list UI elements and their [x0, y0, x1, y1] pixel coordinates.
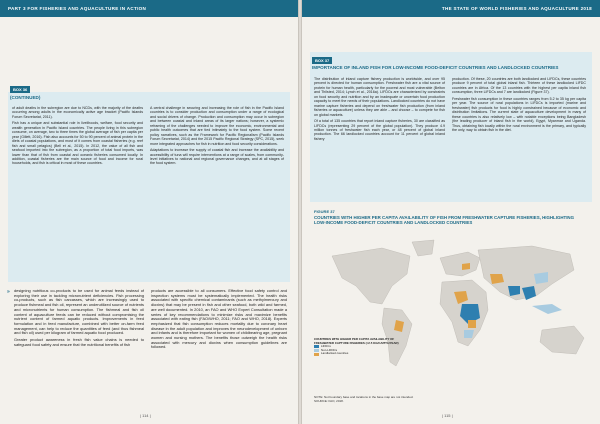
continuation-arrow-icon: » [7, 289, 10, 295]
box-37-title: IMPORTANCE OF INLAND FISH FOR LOW-INCOME FOOD-DEFICIT COUNTRIES AND LANDLOCKED COUNTRIES [312, 65, 559, 70]
right-running-header-text: THE STATE OF WORLD FISHERIES AND AQUACULTURE 2018 [441, 6, 592, 11]
legend-swatch-landlocked [314, 353, 319, 356]
left-page-number: | 114 | [140, 413, 151, 418]
figure-note [314, 396, 584, 404]
box-36-paragraph: Fish has a unique and substantial role in livelihoods, welfare, food security and wealth generation in Pacific Island countries. The people living in this subregion consume, on average, two to three times the global average of fish per capita per year (Gillett, 2016). Fish also accounts for 50 to 90 percent of animal protein in the diets of coastal populations, and most of it comes from coastal fisheries (e.g. reef fish and small pelagics) (Bell et al., 2015). In 2012, the value of all fish and seafood imported into the subregion, as a proportion of total food imports, was lower than that of fish from coastal and oceanic fisheries consumed locally. In addition, coastal fisheries are the main source of food and income for rural households, and fish is critical in most of these countries. [12, 121, 143, 166]
box-37-tab: BOX 37 [312, 57, 332, 64]
box-37-paragraph: Of a total of 135 countries that report inland capture fisheries, 30 are classified as LIFDCs (representing 29 percent of the global population). They produce 4.9 million tonnes of freshwater fish each year, or 48 percent of global inland production. The 66 landlocked countries account for 11 percent of global inland fishery [314, 119, 445, 141]
legend-item [314, 352, 404, 356]
box-36-column-1 [12, 106, 143, 168]
box-37-paragraph: Freshwater fish consumption in these countries ranges from 5.2 to 35 kg per capita per year. The source of rural populations in LIFDCs is imported (marine and freshwater) fish products for food is highly constrained because of economic and distribution limitations. The current state of aquaculture development in many of these countries is also relatively low – with notable exceptions being Bangladesh (the leading producer of inland fish in the world), Egypt, Myanmar and Uganda. Thus, obtaining fish locally within the rural environment is the primary, and typically the only, way to obtain fish in the diet. [452, 96, 586, 132]
box-37-column-1 [314, 77, 445, 143]
box-36-paragraph: Adaptations to increase the supply of coastal fish and increase the availability and accessibility of tuna will require interventions at a range of scales, from community-level initiatives to national and regional governance changes, and at all stages of the food system. [150, 148, 284, 166]
box-36-column-2 [150, 106, 284, 168]
figure-note-text: NOTE: Not boundary base and locations in the base map are not intended. [314, 395, 414, 399]
legend-label: LIFDCs [321, 344, 331, 349]
box-36-paragraph: of adult deaths in the subregion are due to NCDs, with the majority of the deaths occurring among adults in the economically active age bracket (Pacific Islands Forum Secretariat, 2011). [12, 106, 143, 119]
left-running-header-text: PART 3 FOR FISHERIES AND AQUACULTURE IN ACTION [8, 6, 147, 11]
left-body-column-1 [14, 289, 144, 349]
box-36-tab: BOX 36 [10, 86, 30, 93]
right-page [302, 0, 600, 424]
box-37-column-2 [452, 77, 586, 134]
left-page [0, 0, 298, 424]
legend-label: Non-LIFDCs [321, 347, 338, 352]
figure-37-tag: FIGURE 37 [314, 209, 335, 214]
body-paragraph: Greater product awareness in fresh fish value chains is needed to safeguard food safety and ensure that the nutritional benefits of fish [14, 337, 144, 347]
map-legend [314, 338, 404, 356]
legend-swatch-non-lifdc [314, 349, 319, 352]
body-paragraph: designing nutritious co-products to be used for animal feeds instead of exploring their use in tackling micronutrient deficiencies. Fish processing co-products, such as fish carcasses, which are increasingly used to produce fishmeal and fish oil, represent an underutilized source of nutrients and micronutrients for human consumption. The fishmeal and fish oil content of aquaculture feeds can be reduced without compromising the nutrient content of farmed aquatic products. Improvements in feed formulation and in feed manufacture, combined with better on-farm feed management, can help to reduce the quantities of feed (and thus fishmeal and fish oil) used per kilogram of farmed aquatic food produced. [14, 288, 144, 336]
europe-landlocked-shape [462, 263, 470, 270]
left-body-column-2 [151, 289, 287, 352]
right-running-header [302, 0, 600, 17]
box-37-paragraph: The distribution of inland capture fishery production is worldwide, and over 95 percent is directed for human consumption. Freshwater fish are a vital source of protein for human health, particularly for the poorest and most vulnerable (Belton and Thilsted, 2014; Lynch et al., 2016a). LIFDCs are characterized by constraints on food security and nutrition and by an inadequate or uncertain food production capacity to meet the needs of their populations. Landlocked countries do not have marine capture fisheries and depend on freshwater fish production (from inland fisheries or aquaculture) unless they are able – and choose – to compete for fish on global markets. [314, 77, 445, 117]
world-map [312, 234, 590, 386]
figure-source: SOURCE: FAO, 2018. [314, 398, 344, 403]
legend-label: Landlocked countries [321, 351, 349, 356]
box-36-paragraph: A central challenge in securing and increasing the role of fish in the Pacific Island countries is to consider production and consumption under a range of ecological and social drivers of change. Production and consumption may occur in subregion and between coastal and inland areas of its larger nations; however, a systemic reframing of the challenges needed to improve the economic, environmental and public health outcomes that are tied intimately to the food system. Some recent policy narratives, such as the Framework for Pacific Regionalism (Pacific Islands Forum Secretariat, 2014) and the 2015 Pacific Regional Strategy (SPC, 2015), seek more integrated approaches for fish in nutrition and food security considerations. [150, 106, 284, 146]
africa-east-landlocked-shape [468, 320, 476, 328]
map-legend-title: COUNTRIES WITH HIGHER PER CAPITA AVAILABILITY OF FRESHWATER CAPTURE FISHERIES (>2.5 KG/CAPITA/YEAR) [314, 337, 399, 345]
box-37-paragraph: production. Of these, 20 countries are both landlocked and LIFDCs, these countries produce 9 percent of total global inland fish. Thirteen of these landlocked LIFDC countries are in Africa. Of the 13 countries with the highest per capita inland fish consumption, three LIFDCs and 7 are landlocked (Figure 37). [452, 77, 586, 95]
left-running-header [0, 0, 298, 17]
figure-37-title: COUNTRIES WITH HIGHER PER CAPITA AVAILABILITY OF FISH FROM FRESHWATER CAPTURE FISHERIES, HIGHLIGHTING LOW-INCOME FOOD-DEFICIT COUNTRIES AND LANDLOCKED COUNTRIES [314, 215, 575, 226]
east-asia-non-lifdc-shape [534, 272, 548, 284]
legend-swatch-lifdc [314, 345, 319, 348]
box-36-title: (CONTINUED) [10, 95, 41, 100]
right-page-number: | 115 | [442, 413, 453, 418]
body-paragraph: products are accessible to all consumers. Effective food safety control and inspection systems must be systematically implemented. The health risks associated with specific chemical contaminants (such as methylmercury and dioxins) that may be present in fish and other seafood, both wild and farmed, are well documented. In 2010, an FAO and WHO Expert Consultation made a series of key recommendations to minimize risks and maximize benefits associated with eating fish (FAO/WHO, 2011; FAO and WHO, 2018). Experts emphasized that fish consumption reduces mortality due to coronary heart disease in the adult population and improves the neurodevelopment of unborn and infants and is therefore important for women of childbearing age, pregnant women and nursing mothers. The benefits those outweigh the health risks associated with mercury and dioxins when consumption guidelines are followed. [151, 288, 287, 350]
